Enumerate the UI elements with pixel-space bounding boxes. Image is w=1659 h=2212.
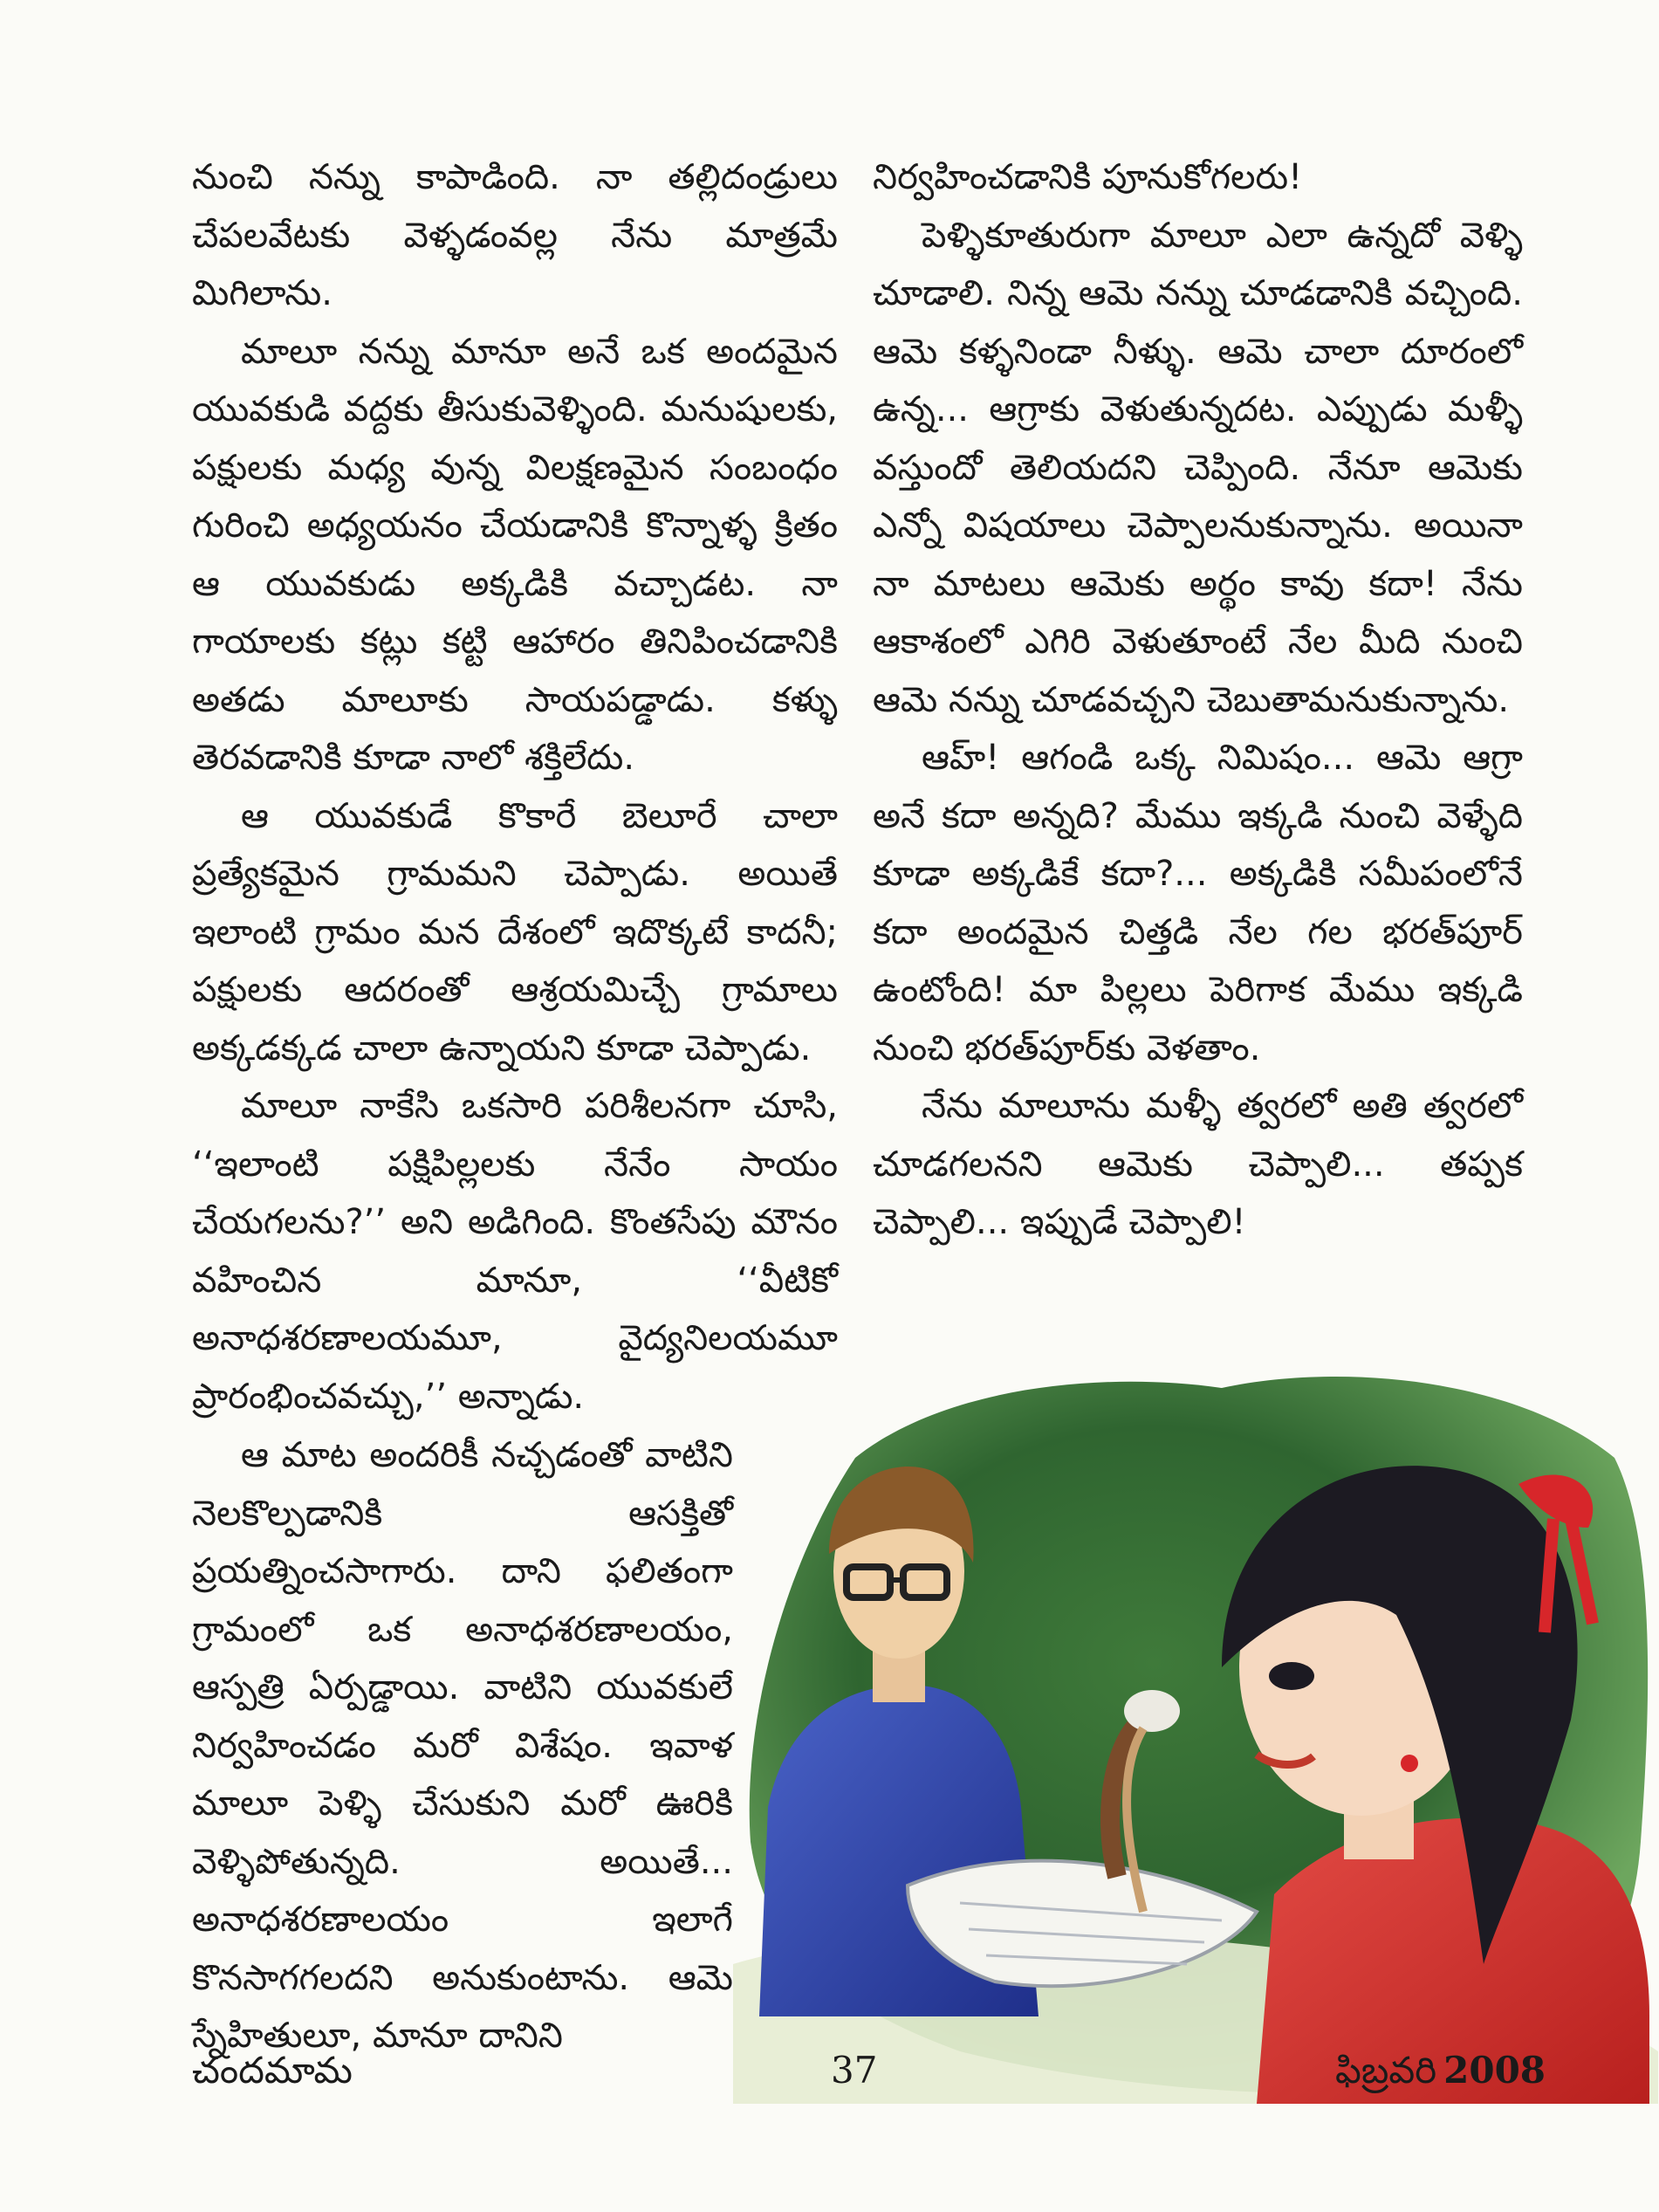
issue-month: ఫిబ్రవరి [1335, 2049, 1437, 2092]
left-column-lower [192, 1426, 733, 2065]
paragraph: ఆ యువకుడే కొకారే బెలూరే చాలా ప్రత్యేకమైన గ్రామమని చెప్పాడు. అయితే ఇలాంటి గ్రామం మన దేశంలో ఇదొక్కటే కాదనీ; పక్షులకు ఆదరంతో ఆశ్రయమిచ్చే గ్రామాలు అక్కడక్కడ చాలా ఉన్నాయని కూడా చెప్పాడు. [192, 795, 838, 1068]
story-illustration [733, 1353, 1658, 2104]
left-column [192, 148, 838, 1425]
paragraph: ఆహ్! ఆగండి ఒక్క నిమిషం... ఆమె ఆగ్రా అనే కదా అన్నది? మేము ఇక్కడి నుంచి వెళ్ళేది కూడా అక్కడికే కదా?... అక్కడికి సమీపంలోనే కదా అందమైన చిత్తడి నేల గల భరత్‌పూర్ ఉంటోంది! మా పిల్లలు పెరిగాక మేము ఇక్కడి నుంచి భరత్‌పూర్‌కు వెళతాం. [873, 738, 1523, 1068]
paragraph: నుంచి నన్ను కాపాడింది. నా తల్లిదండ్రులు చేపలవేటకు వెళ్ళడంవల్ల నేను మాత్రమే మిగిలాను. [192, 157, 838, 313]
paragraph: పెళ్ళికూతురుగా మాలూ ఎలా ఉన్నదో వెళ్ళి చూడాలి. నిన్న ఆమె నన్ను చూడడానికి వచ్చింది. ఆమె కళ్ళనిండా నీళ్ళు. ఆమె చాలా దూరంలో ఉన్న... ఆగ్రాకు వెళుతున్నదట. ఎప్పుడు మళ్ళీ వస్తుందో తెలియదని చెప్పింది. నేనూ ఆమెకు ఎన్నో విషయాలు చెప్పాలనుకున్నాను. అయినా నా మాటలు ఆమెకు అర్థం కావు కదా! నేను ఆకాశంలో ఎగిరి వెళుతూంటే నేల మీది నుంచి ఆమె నన్ను చూడవచ్చని చెబుతామనుకున్నాను. [873, 215, 1523, 720]
issue-date [1335, 2044, 1546, 2097]
paragraph: నేను మాలూను మళ్ళీ త్వరలో అతి త్వరలో చూడగలనని ఆమెకు చెప్పాలి... తప్పక చెప్పాలి... ఇప్పుడే చెప్పాలి! [873, 1086, 1523, 1242]
paragraph: ఆ మాట అందరికీ నచ్చడంతో వాటిని నెలకొల్పడానికి ఆసక్తితో ప్రయత్నించసాగారు. దాని ఫలితంగా గ్రామంలో ఒక అనాధశరణాలయం, ఆస్పత్రి ఏర్పడ్డాయి. వాటిని యువకులే నిర్వహించడం మరో విశేషం. ఇవాళ మాలూ పెళ్ళి చేసుకుని మరో ఊరికి వెళ్ళిపోతున్నది. అయితే... అనాధశరణాలయం ఇలాగే కొనసాగగలదని అనుకుంటాను. ఆమె స్నేహితులూ, మానూ దానిని [192, 1435, 733, 2056]
issue-year: 2008 [1443, 2049, 1546, 2092]
paragraph: మాలూ నాకేసి ఒకసారి పరిశీలనగా చూసి, ‘‘ఇలాంటి పక్షిపిల్లలకు నేనేం సాయం చేయగలను?’’ అని అడిగింది. కొంతసేపు మౌనం వహించిన మానూ, ‘‘వీటికో అనాధశరణాలయమూ, వైద్యనిలయమూ ప్రారంభించవచ్చు,’’ అన్నాడు. [192, 1086, 838, 1417]
right-column [873, 148, 1523, 1252]
page-number: 37 [831, 2049, 878, 2092]
paragraph: మాలూ నన్ను మానూ అనే ఒక అందమైన యువకుడి వద్దకు తీసుకువెళ్ళింది. మనుషులకు, పక్షులకు మధ్య వున్న విలక్షణమైన సంబంధం గురించి అధ్యయనం చేయడానికి కొన్నాళ్ళ క్రితం ఆ యువకుడు అక్కడికి వచ్చాడట. నా గాయాలకు కట్లు కట్టి ఆహారం తినిపించడానికి అతడు మాలూకు సాయపడ్డాడు. కళ్ళు తెరవడానికి కూడా నాలో శక్తిలేదు. [192, 331, 838, 778]
magazine-name: చందమామ [192, 2049, 353, 2092]
paragraph: నిర్వహించడానికి పూనుకోగలరు! [873, 157, 1303, 197]
